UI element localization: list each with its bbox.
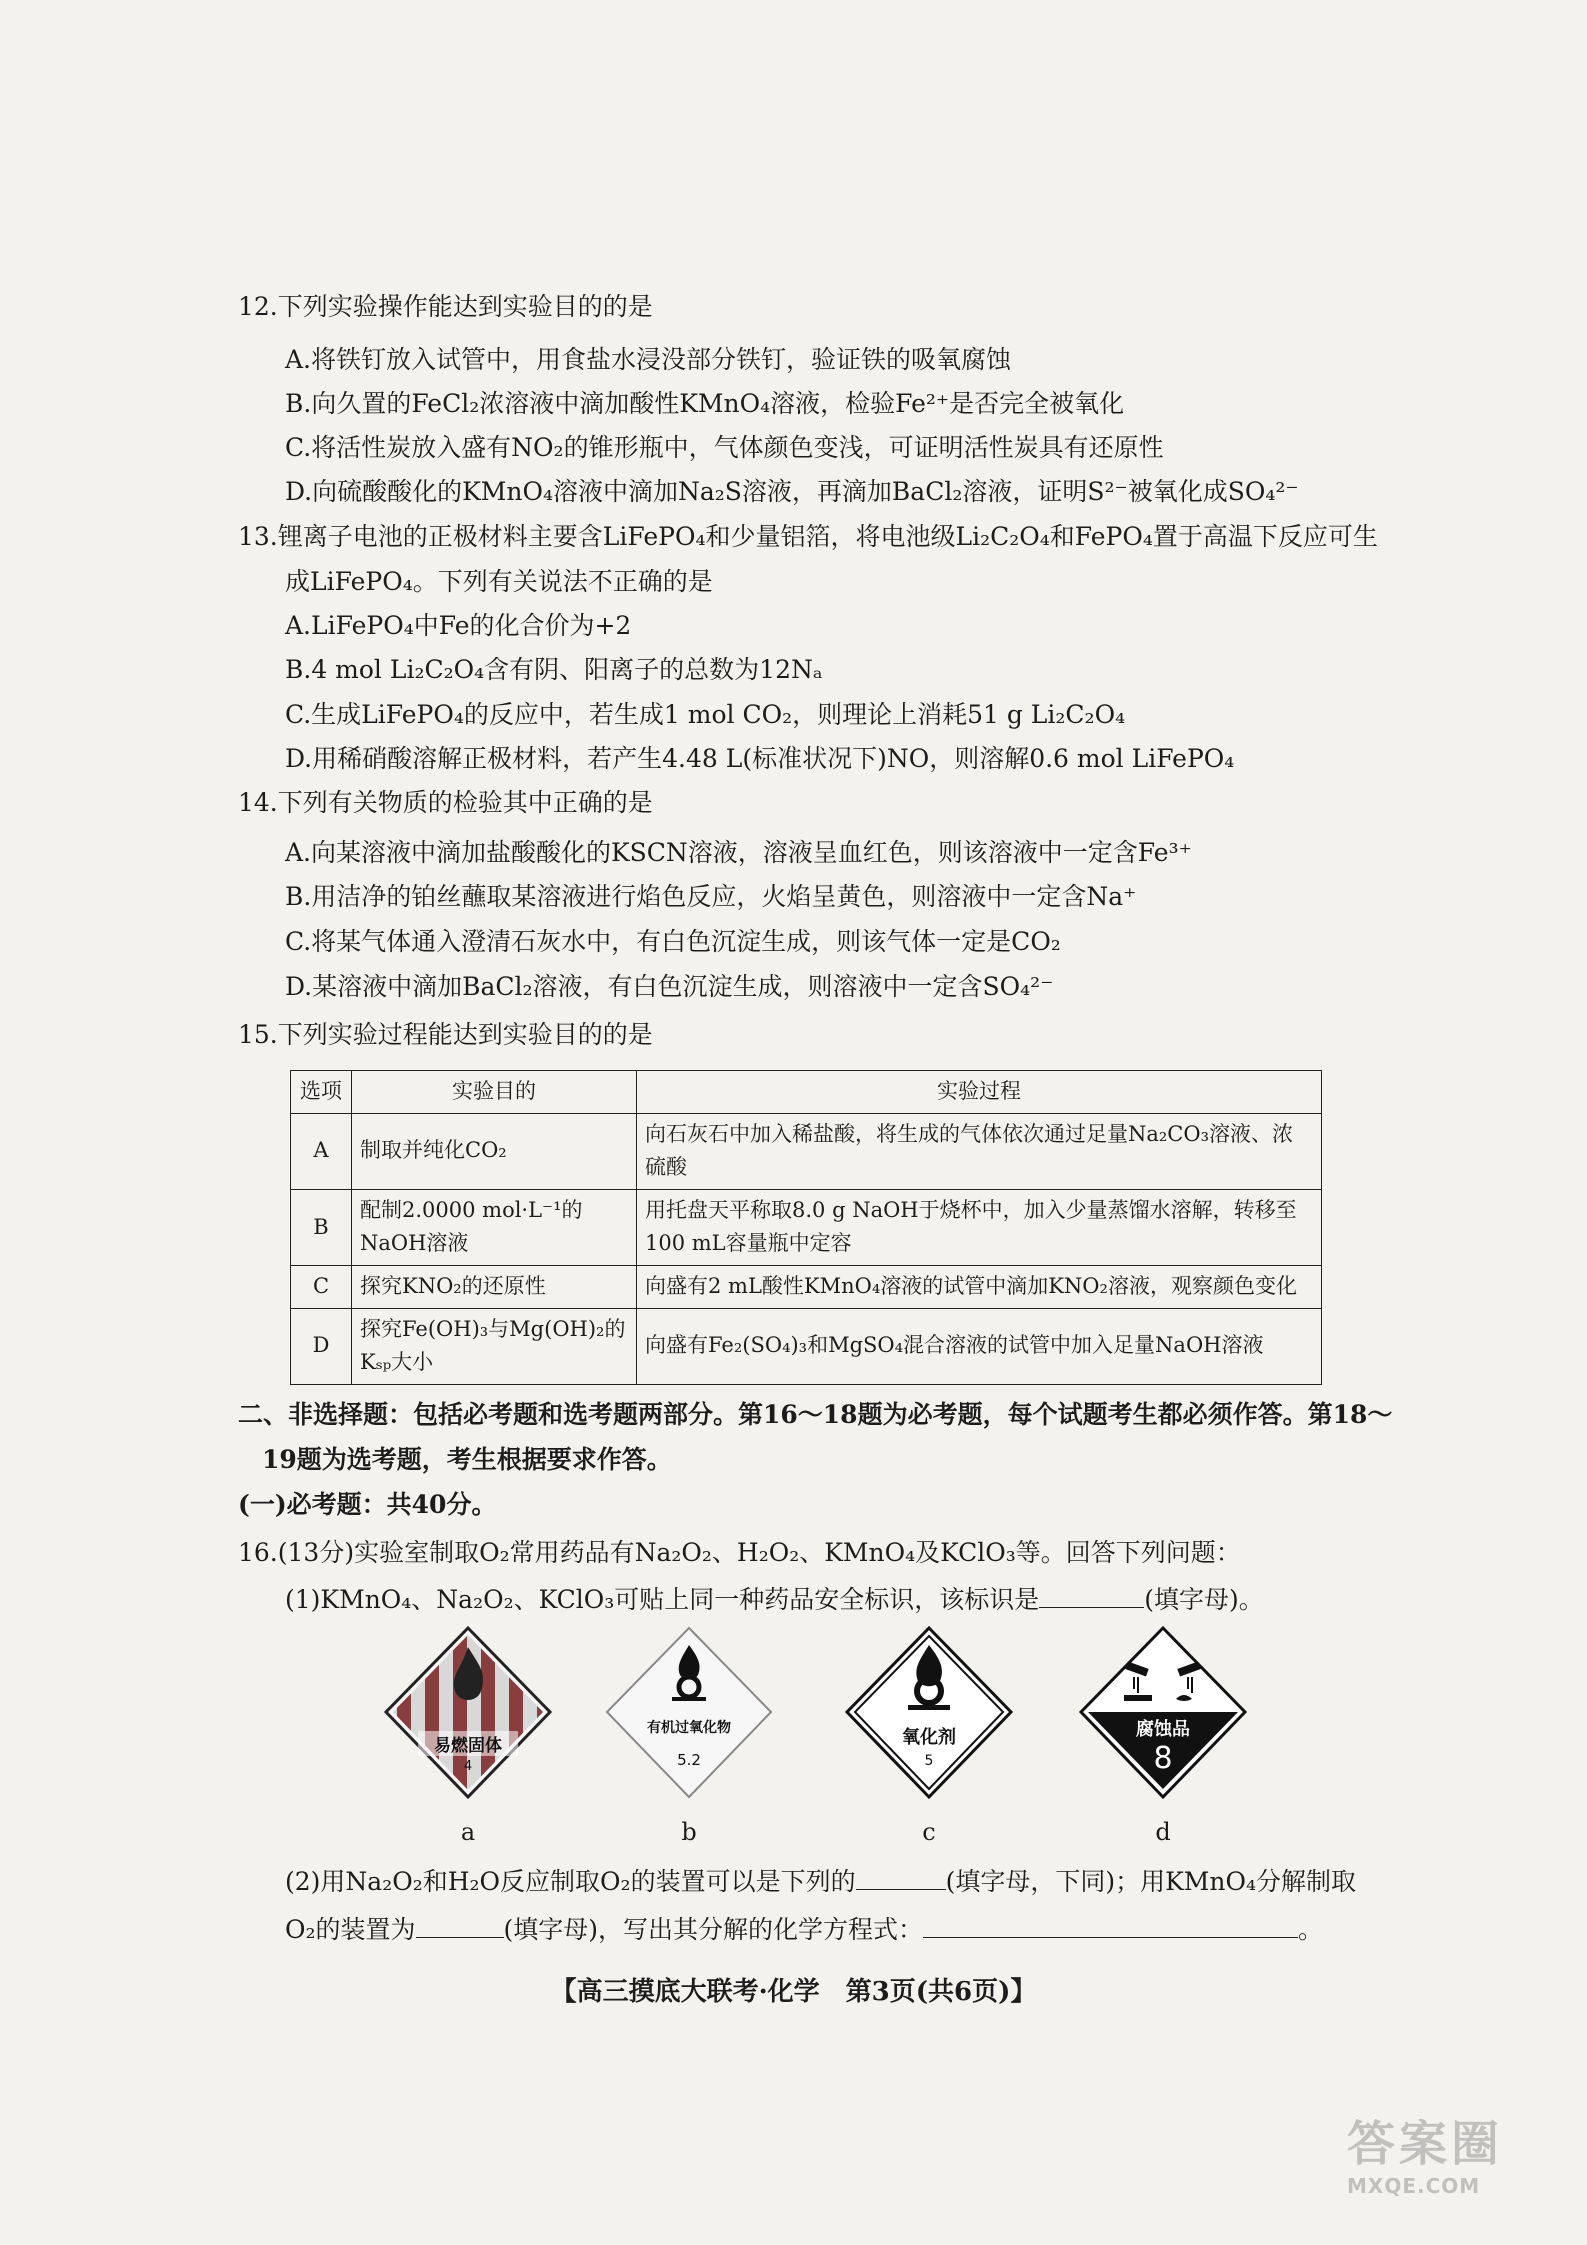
question-13-stem-continued: 成LiFePO₄。下列有关说法不正确的是: [285, 567, 713, 596]
question-14-option-a: A.向某溶液中滴加盐酸酸化的KSCN溶液，溶液呈血红色，则该溶液中一定含Fe³⁺: [285, 838, 1192, 867]
table-cell: A: [291, 1113, 352, 1189]
table-cell: 向石灰石中加入稀盐酸，将生成的气体依次通过足量Na₂CO₃溶液、浓硫酸: [637, 1113, 1322, 1189]
table-cell: 配制2.0000 mol·L⁻¹的NaOH溶液: [352, 1189, 637, 1265]
part-two-heading: 二、非选择题：包括必考题和选考题两部分。第16～18题为必考题，每个试题考生都必须作答。第18～: [238, 1400, 1393, 1429]
sign-label: 易燃固体: [418, 1731, 518, 1756]
question-13-stem: 13.锂离子电池的正极材料主要含LiFePO₄和少量铝箔，将电池级Li₂C₂O₄和FePO₄置于高温下反应可生: [238, 522, 1378, 551]
sign-class-number: 5.2: [677, 1751, 701, 1769]
table-row: [291, 1189, 1322, 1265]
part-2-text-continued: (填字母，下同)；用KMnO₄分解制取: [945, 1867, 1356, 1896]
table-cell: C: [291, 1265, 352, 1308]
question-16-part-2: [285, 1867, 1356, 1897]
answer-blank[interactable]: [416, 1936, 504, 1938]
hazard-sign-c: [844, 1625, 1014, 1800]
answer-blank[interactable]: [923, 1936, 1298, 1938]
part-2-end: 。: [1298, 1915, 1324, 1944]
sign-label: 氧化剂: [902, 1727, 956, 1748]
part-2-equation-prompt: (填字母)，写出其分解的化学方程式：: [503, 1915, 924, 1944]
part-2-device-label: O₂的装置为: [285, 1915, 416, 1944]
table-row: [291, 1265, 1322, 1308]
part-1-end: (填字母)。: [1144, 1585, 1264, 1614]
part-2-text: (2)用Na₂O₂和H₂O反应制取O₂的装置可以是下列的: [285, 1867, 856, 1896]
sign-class-number: 8: [1153, 1741, 1173, 1776]
sign-class-number: 4: [463, 1759, 473, 1774]
question-14-stem: 14.下列有关物质的检验其中正确的是: [238, 788, 653, 817]
question-13-option-b: B.4 mol Li₂C₂O₄含有阴、阳离子的总数为12Nₐ: [285, 655, 823, 684]
table-row: [291, 1308, 1322, 1384]
hazard-sign-d: [1078, 1625, 1248, 1800]
hazard-sign-b: [604, 1625, 774, 1800]
table-header: 实验过程: [637, 1071, 1322, 1114]
question-12-option-c: C.将活性炭放入盛有NO₂的锥形瓶中，气体颜色变浅，可证明活性炭具有还原性: [285, 433, 1164, 462]
answer-blank[interactable]: [1039, 1606, 1144, 1608]
sign-letter-d: d: [1155, 1818, 1171, 1846]
oxidizer-icon: [844, 1625, 1014, 1800]
hazard-sign-a: [383, 1625, 553, 1800]
experiment-table: [290, 1070, 1322, 1385]
question-12-option-b: B.向久置的FeCl₂浓溶液中滴加酸性KMnO₄溶液，检验Fe²⁺是否完全被氧化: [285, 389, 1125, 418]
table-header: 选项: [291, 1071, 352, 1114]
question-14-option-c: C.将某气体通入澄清石灰水中，有白色沉淀生成，则该气体一定是CO₂: [285, 927, 1061, 956]
part-two-heading-continued: 19题为选考题，考生根据要求作答。: [262, 1445, 672, 1474]
page-footer: 【高三摸底大联考·化学 第3页(共6页)】: [550, 1977, 1037, 2007]
question-15-stem: 15.下列实验过程能达到实验目的的是: [238, 1020, 653, 1049]
table-cell: D: [291, 1308, 352, 1384]
part-1-text: (1)KMnO₄、Na₂O₂、KClO₃可贴上同一种药品安全标识，该标识是: [285, 1585, 1040, 1614]
question-13-option-c: C.生成LiFePO₄的反应中，若生成1 mol CO₂，则理论上消耗51 g Li₂C₂O₄: [285, 700, 1126, 729]
question-13-option-d: D.用稀硝酸溶解正极材料，若产生4.48 L(标准状况下)NO，则溶解0.6 mol LiFePO₄: [285, 744, 1235, 773]
table-cell: 用托盘天平称取8.0 g NaOH于烧杯中，加入少量蒸馏水溶解，转移至100 mL容量瓶中定容: [637, 1189, 1322, 1265]
table-header: 实验目的: [352, 1071, 637, 1114]
table-cell: 探究KNO₂的还原性: [352, 1265, 637, 1308]
question-14-option-d: D.某溶液中滴加BaCl₂溶液，有白色沉淀生成，则溶液中一定含SO₄²⁻: [285, 972, 1054, 1001]
answer-blank[interactable]: [856, 1888, 946, 1890]
sign-class-number: 5: [924, 1753, 934, 1769]
table-cell: 向盛有Fe₂(SO₄)₃和MgSO₄混合溶液的试管中加入足量NaOH溶液: [637, 1308, 1322, 1384]
table-cell: 制取并纯化CO₂: [352, 1113, 637, 1189]
table-cell: 向盛有2 mL酸性KMnO₄溶液的试管中滴加KNO₂溶液，观察颜色变化: [637, 1265, 1322, 1308]
watermark-text: 答案圈: [1347, 2116, 1504, 2172]
required-section-heading: (一)必考题：共40分。: [238, 1490, 497, 1519]
table-row: [291, 1113, 1322, 1189]
question-12-stem: 12.下列实验操作能达到实验目的的是: [238, 292, 653, 321]
flame-over-circle-icon: [604, 1625, 774, 1800]
sign-label: 腐蚀品: [1136, 1719, 1190, 1740]
sign-letter-b: b: [681, 1818, 697, 1846]
watermark-logo: [1347, 2105, 1557, 2215]
watermark-url: MXQE.COM: [1347, 2174, 1481, 2198]
question-14-option-b: B.用洁净的铂丝蘸取某溶液进行焰色反应，火焰呈黄色，则溶液中一定含Na⁺: [285, 882, 1137, 911]
question-16-stem: 16.(13分)实验室制取O₂常用药品有Na₂O₂、H₂O₂、KMnO₄及KClO₃等。回答下列问题：: [238, 1538, 1241, 1567]
question-12-option-a: A.将铁钉放入试管中，用食盐水浸没部分铁钉，验证铁的吸氧腐蚀: [285, 345, 1012, 374]
sign-label: 有机过氧化物: [647, 1720, 731, 1736]
table-cell: B: [291, 1189, 352, 1265]
table-cell: 探究Fe(OH)₃与Mg(OH)₂的Kₛₚ大小: [352, 1308, 637, 1384]
question-16-part-2-line-2: [285, 1915, 1323, 1945]
sign-letter-a: a: [460, 1818, 476, 1846]
question-16-part-1: [285, 1585, 1264, 1615]
table-header-row: [291, 1071, 1322, 1114]
question-13-option-a: A.LiFePO₄中Fe的化合价为+2: [285, 611, 632, 640]
sign-letter-c: c: [922, 1818, 936, 1846]
question-12-option-d: D.向硫酸酸化的KMnO₄溶液中滴加Na₂S溶液，再滴加BaCl₂溶液，证明S²⁻被氧化成SO₄²⁻: [285, 477, 1299, 506]
